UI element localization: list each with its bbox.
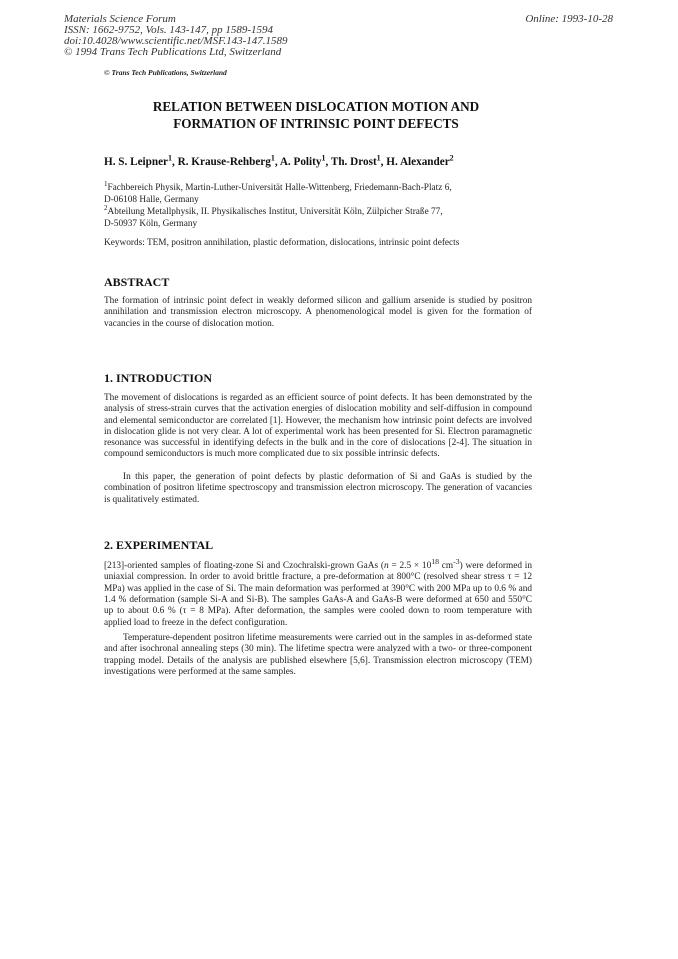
issn-line: ISSN: 1662-9752, Vols. 143-147, pp 1589-1594 [64,24,273,36]
title-line-1: RELATION BETWEEN DISLOCATION MOTION AND [152,99,480,114]
affiliation-1: $^1$Fachbereich Physik, Martin-Luther-Universität Halle-Wittenberg, Friedemann-Bach-Platz 6, D-06108 Halle, Germany [104,180,452,206]
online-date: Online: 1993-10-28 [525,13,613,25]
journal-header [64,14,288,58]
experimental-paragraph-2: Temperature-dependent positron lifetime measurements were carried out in the samples in as-deformed state and after isochronal annealing steps (30 min). The lifetime spectra were analyzed with a two- or three-component trapping model. Details of the analysis are published elsewhere [5,6]. Transmission electron microscopy (TEM) investigations were performed at the same samples. [104,633,532,677]
keywords: Keywords: TEM, positron annihilation, plastic deformation, dislocations, intrinsic point defects [104,238,460,248]
author: Th. Drost$^1$, [330,153,387,168]
introduction-paragraph-1: The movement of dislocations is regarded as an efficient source of point defects. It has been demonstrated by the analysis of stress-strain curves that the activation energies of dislocation mobility and self-diffusion in compound and elemental semiconductor are correlated [1]. However, the mechanism how intrinsic point defects are involved in dislocation glide is not very clear. A lot of experimental work has been presented for Si. Electron paramagnetic resonance was successful in identifying defects in the bulk and in the core of dislocations [2-4]. The situation in compound semiconductors is much more complicated due to six possible intrinsic defects. [104,393,532,460]
copyright-line: © 1994 Trans Tech Publications Ltd, Switzerland [64,46,282,58]
publisher-copyright: © Trans Tech Publications, Switzerland [104,68,227,77]
experimental-paragraph-1: [213]-oriented samples of floating-zone Si and Czochralski-grown GaAs ($n = 2.5 \times 10^{18}$ $cm^{-3}$) were deformed in uniaxial compression. In order to avoid brittle fracture, a pre-deformation at 800°C (resolved shear stress τ = 12 MPa) was applied in the case of Si. The main deformation was performed at 390°C with 200 MPa up to 0.6 % and 1.4 % deformation (sample Si-A and Si-B). The samples GaAs-A and GaAs-B were deformed at 650 and 550°C up to about 0.6 % (τ = 8 MPa). After deformation, the samples were cooled down to room temperature with applied load to freeze in the defect configuration. [104,557,532,628]
experimental-heading: 2. EXPERIMENTAL [104,538,214,552]
introduction-paragraph-2: In this paper, the generation of point defects by plastic deformation of Si and GaAs is studied by the combination of positron lifetime spectroscopy and transmission electron microscopy. The generation of vacancies is qualitatively estimated. [104,472,532,505]
author: R. Krause-Rehberg$^1$, [177,153,280,168]
affiliation-2: $^2$Abteilung Metallphysik, II. Physikalisches Institut, Universität Köln, Zülpicher Straße 77, D-50937 Köln, Germany [104,204,443,230]
journal-name: Materials Science Forum [64,13,176,25]
paper-title [64,98,568,132]
author: H. S. Leipner$^1$, [104,153,178,168]
introduction-heading: 1. INTRODUCTION [104,371,213,385]
author-list [104,153,454,168]
title-line-2: FORMATION OF INTRINSIC POINT DEFECTS [173,116,459,131]
author: H. Alexander$^2$ [386,153,454,168]
abstract-heading: ABSTRACT [104,275,170,289]
doi-line: doi:10.4028/www.scientific.net/MSF.143-147.1589 [64,35,288,47]
author: A. Polity$^1$, [279,153,331,168]
abstract-text: The formation of intrinsic point defect in weakly deformed silicon and gallium arsenide is studied by positron annihilation and transmission electron microscopy. A phenomenological model is given for the formation of vacancies in the course of dislocation motion. [104,296,532,329]
